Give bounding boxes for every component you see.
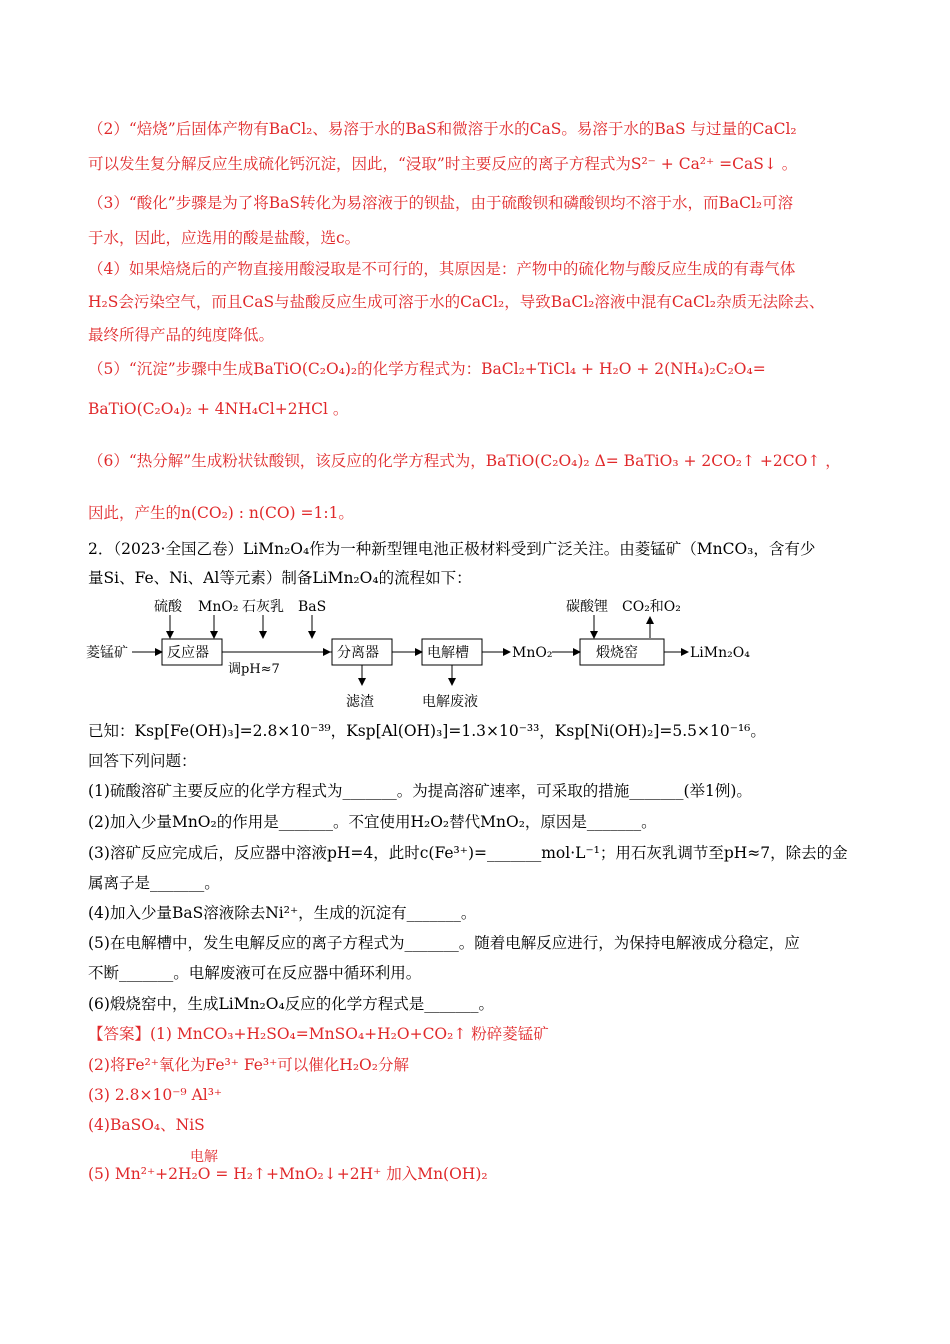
reactor-label: 反应器 — [167, 645, 209, 661]
answer-4: (4)BaSO₄、NiS — [88, 1116, 205, 1134]
sub-question-3: (3)溶矿反应完成后，反应器中溶液pH=4，此时c(Fe³⁺)=_______mol·L⁻¹；用石灰乳调节至pH≈7，除去的金 — [88, 844, 848, 862]
question-intro-1: 2．（2023·全国乙卷）LiMn₂O₄作为一种新型锂电池正极材料受到广泛关注。由菱锰矿（MnCO₃，含有少 — [88, 540, 816, 558]
separator-label: 分离器 — [337, 645, 379, 661]
cell-label: 电解槽 — [427, 645, 469, 661]
answer-line-4c: 最终所得产品的纯度降低。 — [88, 326, 275, 344]
final-product: LiMn₂O₄ — [690, 645, 750, 661]
answer-line-2b: 可以发生复分解反应生成硫化钙沉淀，因此，“浸取”时主要反应的离子方程式为S²⁻ + Ca²⁺ =CaS↓ 。 — [88, 155, 798, 173]
answer-line-6b: 因此，产生的n(CO₂) : n(CO) =1:1。 — [88, 504, 354, 522]
sub-question-6: (6)煅烧窑中，生成LiMn₂O₄反应的化学方程式是_______。 — [88, 995, 494, 1013]
answer-1: 【答案】(1) MnCO₃+H₂SO₄=MnSO₄+H₂O+CO₂↑ 粉碎菱锰矿 — [88, 1025, 549, 1043]
answer-line-4b: H₂S会污染空气，而且CaS与盐酸反应生成可溶于水的CaCl₂，导致BaCl₂溶液中混有CaCl₂杂质无法除去、 — [88, 293, 825, 311]
sub-question-3b: 属离子是_______。 — [88, 874, 220, 892]
known-constants: 已知：Ksp[Fe(OH)₃]=2.8×10⁻³⁹，Ksp[Al(OH)₃]=1.3×10⁻³³，Ksp[Ni(OH)₂]=5.5×10⁻¹⁶。 — [88, 722, 766, 740]
input-mno2: MnO₂ — [198, 599, 239, 615]
answer-line-2: （2）“焙烧”后固体产物有BaCl₂、易溶于水的BaS和微溶于水的CaS。易溶于水的BaS 与过量的CaCl₂ — [88, 120, 797, 138]
adjust-ph-label: 调pH≈7 — [228, 662, 280, 677]
answer-5: (5) Mn²⁺+2H₂O = H₂↑+MnO₂↓+2H⁺ 加入Mn(OH)₂ — [88, 1165, 488, 1183]
answer-2: (2)将Fe²⁺氧化为Fe³⁺ Fe³⁺可以催化H₂O₂分解 — [88, 1056, 409, 1074]
waste-label: 电解废液 — [422, 694, 478, 710]
input-lime: 石灰乳 — [242, 599, 284, 615]
answer-line-3: （3）“酸化”步骤是为了将BaS转化为易溶液于的钡盐，由于硫酸钡和磷酸钡均不溶于水，而BaCl₂可溶 — [88, 194, 794, 212]
answer-line-6: （6）“热分解”生成粉状钛酸钡，该反应的化学方程式为，BaTiO(C₂O₄)₂ Δ= BaTiO₃ + 2CO₂↑ +2CO↑ ， — [88, 452, 841, 470]
sub-question-5: (5)在电解槽中，发生电解反应的离子方程式为_______。随着电解反应进行，为保持电解液成分稳定，应 — [88, 934, 800, 952]
input-acid: 硫酸 — [154, 599, 182, 615]
input-bas: BaS — [298, 599, 327, 615]
gas-output: CO₂和O₂ — [622, 599, 681, 615]
answer-line-3b: 于水，因此，应选用的酸是盐酸，选c。 — [88, 229, 361, 247]
sub-question-1: (1)硫酸溶矿主要反应的化学方程式为_______。为提高溶矿速率，可采取的措施_______(举1例)。 — [88, 782, 752, 800]
flow-start: 菱锰矿 — [86, 645, 128, 661]
residue-label: 滤渣 — [346, 694, 374, 710]
kiln-label: 煅烧窑 — [596, 645, 638, 661]
sub-question-2: (2)加入少量MnO₂的作用是_______。不宜使用H₂O₂替代MnO₂，原因是_______。 — [88, 813, 657, 831]
answer-5-condition: 电解 — [190, 1149, 218, 1165]
answer-line-5b: BaTiO(C₂O₄)₂ + 4NH₄Cl+2HCl 。 — [88, 400, 349, 418]
sub-question-5b: 不断_______。电解废液可在反应器中循环利用。 — [88, 964, 422, 982]
mno2-product: MnO₂ — [512, 645, 553, 661]
answer-line-5: （5）“沉淀”步骤中生成BaTiO(C₂O₄)₂的化学方程式为：BaCl₂+TiCl₄ + H₂O + 2(NH₄)₂C₂O₄= — [88, 360, 766, 378]
input-li2co3: 碳酸锂 — [566, 599, 608, 615]
answer-prompt: 回答下列问题： — [88, 752, 197, 770]
process-flow-diagram — [86, 593, 846, 713]
sub-question-4: (4)加入少量BaS溶液除去Ni²⁺，生成的沉淀有_______。 — [88, 904, 477, 922]
answer-line-4: （4）如果焙烧后的产物直接用酸浸取是不可行的，其原因是：产物中的硫化物与酸反应生成的有毒气体 — [88, 260, 796, 278]
answer-3: (3) 2.8×10⁻⁹ Al³⁺ — [88, 1086, 223, 1104]
question-intro-2: 量Si、Fe、Ni、Al等元素）制备LiMn₂O₄的流程如下： — [88, 569, 472, 587]
